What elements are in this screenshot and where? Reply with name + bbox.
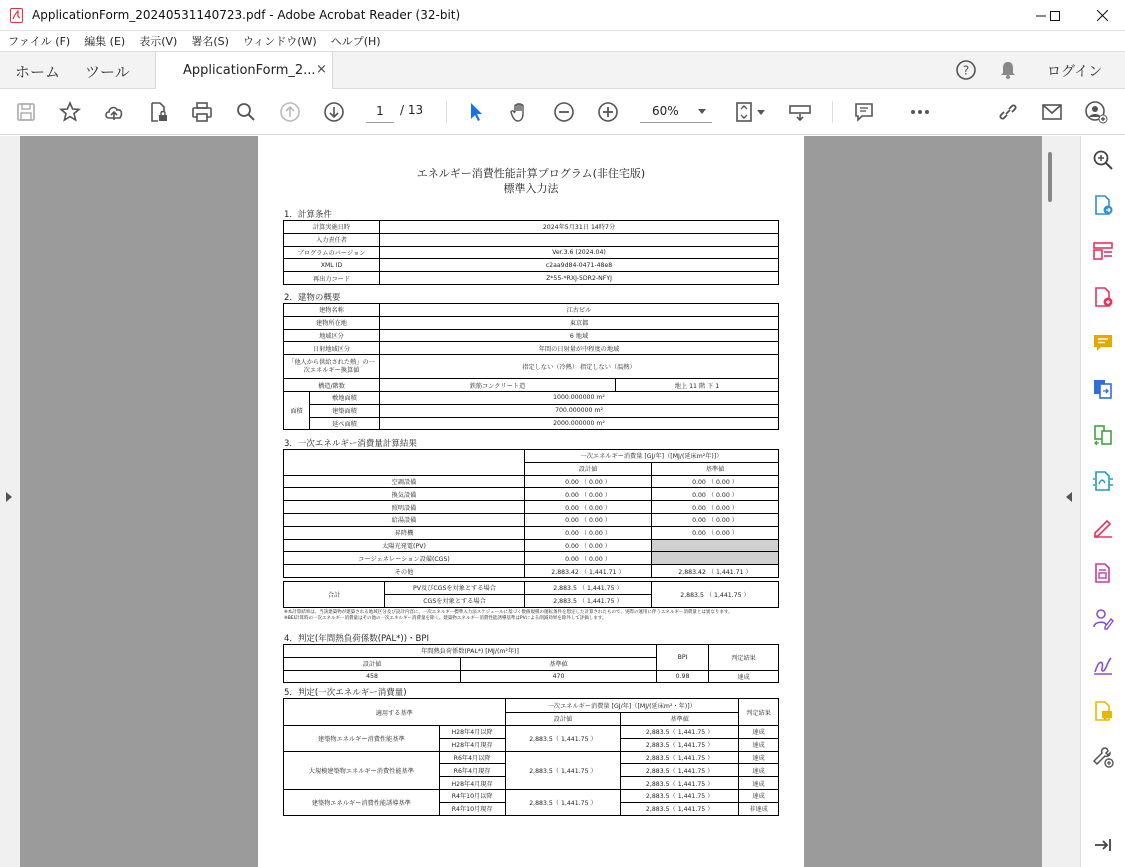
table-row	[284, 259, 779, 272]
toolbar-divider	[446, 101, 447, 123]
menu-view[interactable]: 表示(V)	[139, 35, 178, 48]
table-row	[284, 355, 779, 379]
menu-bar	[0, 31, 1125, 51]
comment-button[interactable]	[850, 98, 878, 126]
design-value: 0.00 （ 0.00 ）	[525, 488, 652, 501]
row-value: 指定しない（冷熱） 指定しない（温熱）	[380, 355, 779, 379]
table-row	[284, 670, 779, 683]
judge-value: 非達成	[739, 802, 779, 815]
table-row	[284, 699, 779, 713]
tab-document[interactable]	[155, 52, 333, 89]
print-button[interactable]	[188, 98, 216, 126]
expand-left-icon	[6, 492, 12, 502]
pdf-page[interactable]	[258, 136, 804, 867]
page-number-input[interactable]: 1	[366, 101, 394, 123]
row-value: Ver.3.6 (2024.04)	[380, 246, 779, 259]
row-label: コージェネレーション設備(CGS)	[284, 552, 525, 565]
certificates-icon[interactable]	[1091, 653, 1115, 677]
row-label: その他	[284, 565, 525, 578]
row-value: 1000.000000 m²	[380, 391, 779, 404]
login-button[interactable]: ログイン	[1047, 64, 1103, 80]
energy-total-table	[283, 581, 779, 608]
row-label: 地域区分	[284, 329, 380, 342]
design-value: 2,883.5 （ 1,441.75 ）	[525, 582, 652, 595]
base-value: 2,883.5（ 1,441.75 ）	[621, 777, 739, 790]
previous-page-button[interactable]	[276, 98, 304, 126]
cloud-upload-icon	[102, 100, 126, 124]
document-title-line1: エネルギー消費性能計算プログラム(非住宅版)	[416, 167, 646, 180]
scroll-mode-button[interactable]	[786, 98, 814, 126]
section-2-title: 2．建物の概要	[284, 293, 341, 303]
header-cell: 基準値	[652, 462, 779, 475]
scan-ocr-icon[interactable]	[1091, 469, 1115, 493]
row-label: 再出力コード	[284, 272, 380, 285]
comment-tool-icon[interactable]	[1091, 331, 1115, 355]
fill-sign-icon[interactable]	[1091, 515, 1115, 539]
row-label: 建物所在地	[284, 316, 380, 329]
base-value: 2,883.5（ 1,441.75 ）	[621, 726, 739, 739]
tab-close-icon[interactable]: ×	[316, 62, 327, 77]
tab-bar	[0, 51, 1125, 89]
table-row	[284, 539, 779, 552]
table-row	[284, 751, 779, 764]
standard-name: 建築物エネルギー消費性能誘導基準	[284, 789, 440, 815]
period-label: R4年10月以降	[439, 789, 505, 802]
link-icon	[996, 100, 1020, 124]
table-row	[284, 304, 779, 317]
header-cell: 基準値	[461, 657, 657, 670]
period-label: H28年4月現存	[439, 738, 505, 751]
note-text: ※BEI計算時の一次エネルギー消費量はその他の一次エネルギー消費量を除く。建築物エネルギー消費性能誘導基準はPVによる削減効果を除外して評価します。	[284, 616, 607, 621]
row-value: 年間の日射量が中程度の地域	[380, 342, 779, 355]
header-cell: 設計値	[505, 712, 621, 726]
design-value: 2,883.5（ 1,441.75 ）	[505, 726, 621, 752]
export-pdf-icon[interactable]	[1091, 193, 1115, 217]
section-5-title: 5．判定(一次エネルギー消費量)	[284, 688, 407, 698]
close-window-button[interactable]	[1079, 0, 1125, 31]
fit-dropdown-chevron-icon[interactable]	[757, 110, 765, 115]
row-label: 建築面積	[310, 404, 380, 417]
standard-name: 大規模建築物エネルギー消費性能基準	[284, 751, 440, 789]
table-row	[284, 513, 779, 526]
menu-edit[interactable]: 編集 (E)	[84, 35, 126, 48]
section-3-title: 3．一次エネルギー消費量計算結果	[284, 439, 417, 449]
row-label: 延べ面積	[310, 417, 380, 430]
search-icon	[234, 100, 258, 124]
share-people-button[interactable]	[1082, 98, 1110, 126]
maximize-icon-wrap	[1032, 0, 1078, 31]
collapse-right-icon	[1066, 492, 1072, 502]
envelope-icon	[1040, 100, 1064, 124]
save-icon	[14, 100, 38, 124]
area-label: 面積	[284, 391, 310, 429]
row-value: 東京都	[380, 316, 779, 329]
design-value: 458	[284, 670, 461, 683]
header-cell: 一次エネルギー消費量 [GJ/年]（[MJ/(延床m²年)]）	[525, 450, 779, 463]
collapse-panel-icon[interactable]	[1091, 833, 1115, 857]
row-label: XML ID	[284, 259, 380, 272]
window-title: ApplicationForm_20240531140723.pdf - Adobe Acrobat Reader (32-bit)	[32, 8, 461, 22]
table-row	[284, 726, 779, 739]
row-label: 建物名称	[284, 304, 380, 317]
email-button[interactable]	[1038, 98, 1066, 126]
header-cell: BPI	[657, 645, 709, 671]
section-1-title: 1．計算条件	[284, 210, 332, 220]
table-row	[284, 316, 779, 329]
judge-value: 達成	[709, 670, 779, 683]
row-label: 空調設備	[284, 475, 525, 488]
help-icon[interactable]	[955, 59, 977, 81]
design-value: 0.00 （ 0.00 ）	[525, 475, 652, 488]
chevron-down-icon	[698, 109, 706, 114]
design-value: 0.00 （ 0.00 ）	[525, 501, 652, 514]
header-cell: 適用する基準	[284, 699, 506, 726]
protect-file-button[interactable]	[144, 98, 172, 126]
base-value: 0.00 （ 0.00 ）	[652, 501, 779, 514]
header-cell: 年間熱負荷係数(PAL*) [MJ/(m²年)]	[284, 645, 657, 658]
section-4-title: 4．判定(年間熱負荷係数(PAL*))・BPI	[284, 634, 430, 644]
edit-pdf-icon[interactable]	[1091, 239, 1115, 263]
header-cell: 一次エネルギー消費量 [GJ/年]（[MJ/(延床m²・年)]）	[505, 699, 738, 713]
period-label: R4年10月現存	[439, 802, 505, 815]
table-row	[284, 221, 779, 234]
table-row	[284, 552, 779, 565]
bpi-value: 0.98	[657, 670, 709, 683]
organize-pages-icon[interactable]	[1091, 423, 1115, 447]
row-value: 700.000000 m²	[380, 404, 779, 417]
header-cell: 設計値	[525, 462, 652, 475]
search-button[interactable]	[232, 98, 260, 126]
row-label: 構造/階数	[284, 379, 380, 392]
hand-icon	[508, 100, 532, 124]
zoom-out-button[interactable]	[550, 98, 578, 126]
design-value: 0.00 （ 0.00 ）	[525, 513, 652, 526]
vertical-scrollbar[interactable]	[1042, 136, 1060, 867]
customize-tools-icon[interactable]	[1091, 745, 1115, 769]
create-pdf-icon[interactable]	[1091, 285, 1115, 309]
tab-tools[interactable]: ツール	[85, 63, 130, 81]
next-page-button[interactable]	[320, 98, 348, 126]
close-icon	[1097, 10, 1108, 21]
print-icon	[190, 100, 214, 124]
acrobat-app-icon	[10, 8, 23, 23]
send-comments-icon[interactable]	[1091, 699, 1115, 723]
menu-sign[interactable]: 署名(S)	[191, 35, 229, 48]
ellipsis-icon	[908, 100, 932, 124]
table-row	[284, 450, 779, 463]
star-icon	[58, 100, 82, 124]
zoom-in-button[interactable]	[594, 98, 622, 126]
notification-bell-icon[interactable]	[997, 59, 1019, 81]
gray-cell	[652, 539, 779, 552]
primary-energy-judgement-table	[283, 698, 779, 816]
menu-window[interactable]: ウィンドウ(W)	[242, 35, 317, 48]
table-row	[284, 342, 779, 355]
tab-document-label: ApplicationForm_2...	[183, 63, 316, 78]
base-value: 2,883.5（ 1,441.75 ）	[621, 751, 739, 764]
judge-value: 達成	[739, 726, 779, 739]
row-value	[380, 233, 779, 246]
period-label: R6年4月以降	[439, 751, 505, 764]
row-value: 2000.000000 m²	[380, 417, 779, 430]
minus-circle-icon	[552, 100, 576, 124]
table-row	[284, 246, 779, 259]
table-row	[284, 645, 779, 658]
row-value: 2024年5月31日 14時7分	[380, 221, 779, 234]
zoom-select[interactable]	[640, 101, 712, 123]
table-row	[284, 417, 779, 430]
hand-tool-button[interactable]	[506, 98, 534, 126]
table-row	[284, 501, 779, 514]
row-label: 昇降機	[284, 526, 525, 539]
bookmark-star-button[interactable]	[56, 98, 84, 126]
header-cell: 設計値	[284, 657, 461, 670]
arrow-up-circle-icon	[278, 100, 302, 124]
svg-text:?: ?	[962, 63, 970, 78]
row-label: 日射地域区分	[284, 342, 380, 355]
floors-value: 地上 11 階 下 1	[616, 379, 779, 392]
right-panel-toggle[interactable]	[1060, 136, 1080, 867]
judge-value: 達成	[739, 764, 779, 777]
standard-name: 建築物エネルギー消費性能基準	[284, 726, 440, 752]
keyboard-scroll-icon	[788, 100, 812, 124]
table-row	[284, 379, 779, 392]
period-label: H28年4月以降	[439, 726, 505, 739]
scrollbar-thumb[interactable]	[1048, 152, 1052, 202]
calc-conditions-table	[283, 220, 779, 285]
base-value: 0.00 （ 0.00 ）	[652, 475, 779, 488]
base-value: 2,883.5 （ 1,441.75 ）	[652, 582, 779, 608]
gray-cell	[652, 552, 779, 565]
design-value: 2,883.5 （ 1,441.75 ）	[525, 594, 652, 607]
row-label: 照明設備	[284, 501, 525, 514]
menu-help[interactable]: ヘルプ(H)	[330, 35, 381, 48]
row-label: 給湯設備	[284, 513, 525, 526]
row-value: 江古ビル	[380, 304, 779, 317]
menu-file[interactable]: ファイル (F)	[8, 35, 71, 48]
header-cell: 基準値	[621, 712, 739, 726]
request-signature-icon[interactable]	[1091, 607, 1115, 631]
base-value: 2,883.5（ 1,441.75 ）	[621, 802, 739, 815]
zoom-value: 60%	[652, 104, 679, 118]
note-text: ※本計算結果は、当該建築物が建築される地域区分及び設計内容に、一次エネルギー標準入力法スケジュールに基づく数値規模の運転条件を想定した計算されたもので、実際の運用に伴うエネルギー消費量とは異なります。	[284, 610, 733, 615]
row-label: プログラムのバージョン	[284, 246, 380, 259]
base-value: 2,883.5（ 1,441.75 ）	[621, 764, 739, 777]
page-fit-button[interactable]	[730, 98, 758, 126]
fit-page-icon	[732, 100, 756, 124]
row-label: PV及びCGSを対象とする場合	[385, 582, 525, 595]
combine-files-icon[interactable]	[1091, 377, 1115, 401]
period-label: R6年4月現存	[439, 764, 505, 777]
zoom-search-icon[interactable]	[1091, 148, 1115, 172]
row-value: Z*55-*RXJ-5DR2-NFYJ	[380, 272, 779, 285]
comment-icon	[852, 100, 876, 124]
structure-value: 鉄筋コンクリート造	[380, 379, 616, 392]
period-label: H28年4月現存	[439, 777, 505, 790]
base-value: 0.00 （ 0.00 ）	[652, 513, 779, 526]
toolbar	[0, 89, 1125, 135]
table-row	[284, 233, 779, 246]
table-row	[284, 789, 779, 802]
design-value: 0.00 （ 0.00 ）	[525, 552, 652, 565]
design-value: 2,883.42 （ 1,441.71 ）	[525, 565, 652, 578]
base-value: 0.00 （ 0.00 ）	[652, 488, 779, 501]
base-value: 470	[461, 670, 657, 683]
table-row	[284, 526, 779, 539]
tab-home[interactable]: ホーム	[15, 63, 61, 81]
design-value: 0.00 （ 0.00 ）	[525, 526, 652, 539]
row-label: 入力責任者	[284, 233, 380, 246]
maximize-icon	[1050, 11, 1060, 21]
row-label: 太陽光発電(PV)	[284, 539, 525, 552]
design-value: 2,883.5（ 1,441.75 ）	[505, 751, 621, 789]
arrow-down-circle-icon	[322, 100, 346, 124]
judge-value: 達成	[739, 777, 779, 790]
upload-cloud-button[interactable]	[100, 98, 128, 126]
row-value: c2aa9d84-0471-48e8	[380, 259, 779, 272]
more-tools-button[interactable]	[906, 98, 934, 126]
table-row	[284, 488, 779, 501]
header-cell: 判定結果	[709, 645, 779, 671]
document-title	[258, 166, 804, 196]
page-total: / 13	[400, 103, 424, 117]
table-row	[284, 565, 779, 578]
left-panel-toggle[interactable]	[0, 136, 20, 867]
table-row	[284, 329, 779, 342]
row-label: 「他人から供給された熱」の一次エネルギー換算値	[284, 355, 380, 379]
tools-panel	[1080, 136, 1125, 867]
base-value: 2,883.5（ 1,441.75 ）	[621, 789, 739, 802]
total-label: 合計	[284, 582, 385, 608]
toolbar-divider	[832, 101, 833, 123]
judge-value: 達成	[739, 789, 779, 802]
table-row	[284, 404, 779, 417]
row-value: 6 地域	[380, 329, 779, 342]
select-tool-button[interactable]	[462, 98, 490, 126]
energy-results-table	[283, 449, 779, 578]
row-label: 敷地面積	[310, 391, 380, 404]
document-title-line2: 標準入力法	[503, 182, 559, 195]
table-row	[284, 391, 779, 404]
table-row	[284, 582, 779, 595]
design-value: 2,883.5（ 1,441.75 ）	[505, 789, 621, 815]
building-overview-table	[283, 303, 779, 430]
base-value: 2,883.5（ 1,441.75 ）	[621, 738, 739, 751]
header-cell: 判定結果	[739, 699, 779, 726]
row-label: 換気設備	[284, 488, 525, 501]
base-value: 2,883.42 （ 1,441.71 ）	[652, 565, 779, 578]
table-row	[284, 475, 779, 488]
cursor-arrow-icon	[464, 100, 488, 124]
design-value: 0.00 （ 0.00 ）	[525, 539, 652, 552]
base-value: 0.00 （ 0.00 ）	[652, 526, 779, 539]
pal-table	[283, 644, 779, 683]
judge-value: 達成	[739, 738, 779, 751]
row-label: 計算実施日時	[284, 221, 380, 234]
judge-value: 達成	[739, 751, 779, 764]
add-person-icon	[1084, 100, 1108, 124]
share-link-button[interactable]	[994, 98, 1022, 126]
protect-icon[interactable]	[1091, 561, 1115, 585]
title-bar	[0, 0, 1125, 31]
file-lock-icon	[146, 100, 170, 124]
table-row	[284, 272, 779, 285]
row-label: CGSを対象とする場合	[385, 594, 525, 607]
blank-cell	[284, 450, 525, 476]
save-button[interactable]	[12, 98, 40, 126]
plus-circle-icon	[596, 100, 620, 124]
